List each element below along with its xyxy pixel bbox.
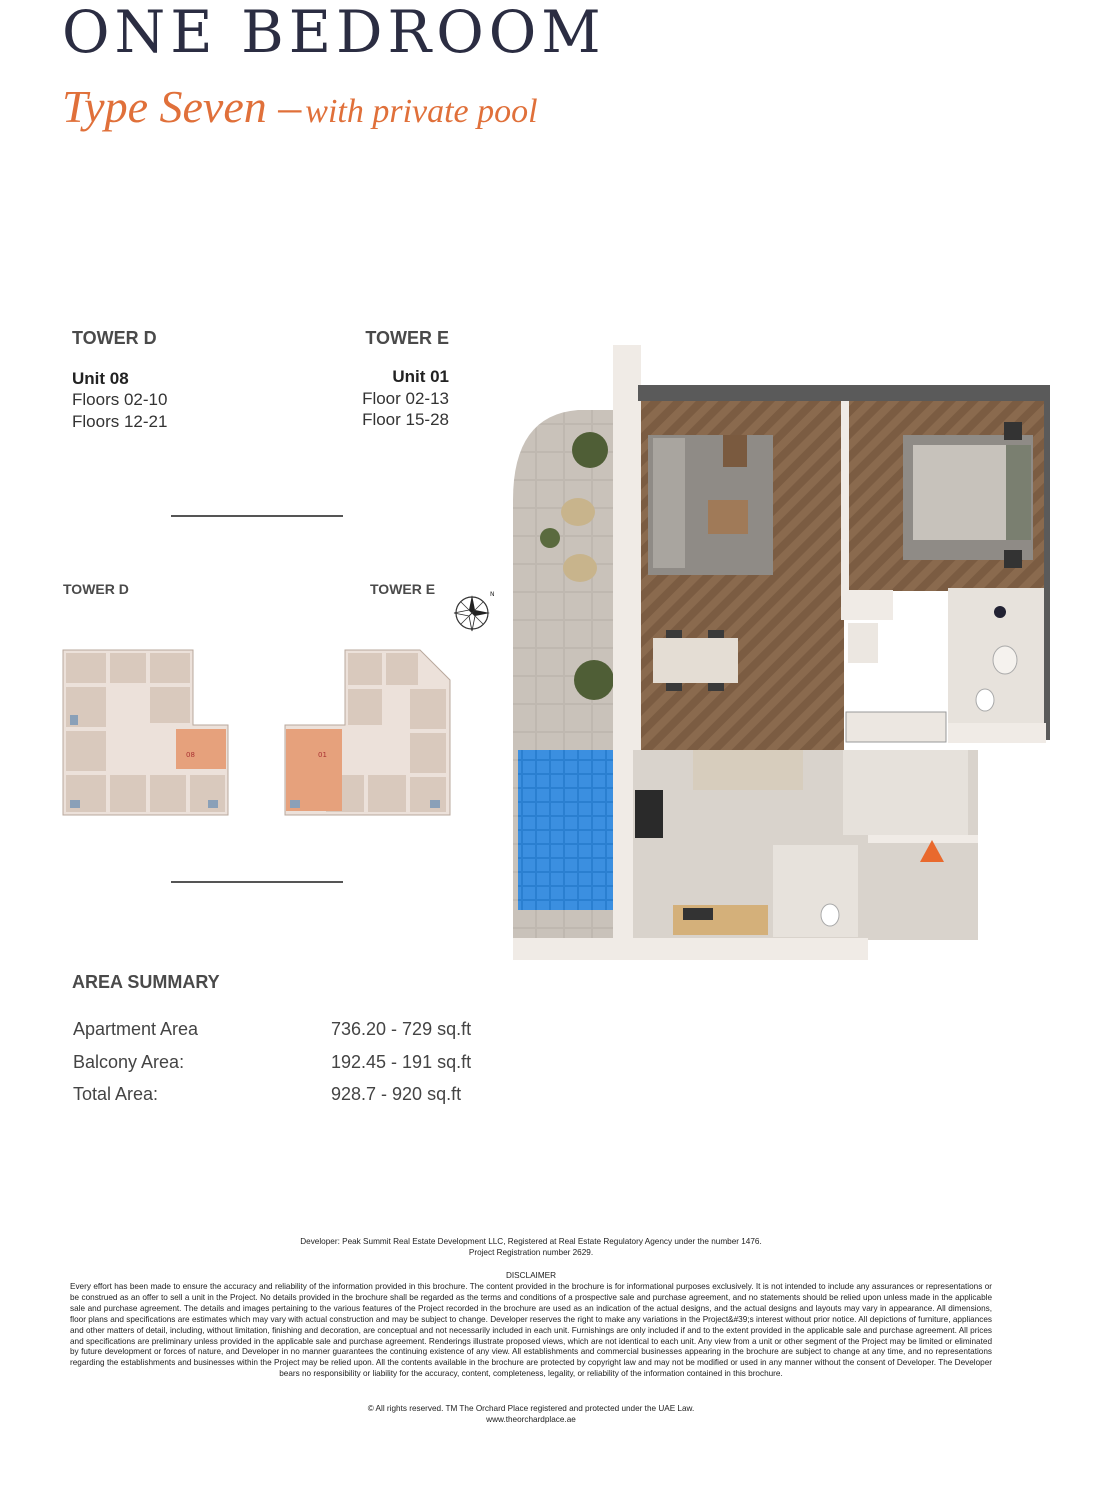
area-label-apartment: Apartment Area [73, 1019, 199, 1039]
private-pool [518, 750, 615, 910]
disclaimer-text: Every effort has been made to ensure the accuracy and reliability of the information provided in this brochure. The content provided in the brochure is for informational purposes exclusively. It is not intended to include any assurances or representations or be construed as an offer to sell a unit in the Project. No details provided in the brochure shall be regarded as the terms and conditions of a prospective sale and purchase agreement, and no statements should be relied upon unless made in the applicable sale and purchase agreement. The details and images pertaining to the various features of the Project recorded in the brochure are used as an indication of the actual designs, and the actual designs and layouts may vary in appearance. All dimensions, floor plans and specifications are estimates which may vary with actual construction and may be subject to change. Developer reserves the right to make any variations in the Project&#39;s interest without prior notice. All depictions of furniture, appliances and other matters of detail, including, without limitation, finishing and decoration, are conceptual and not necessarily included in each unit. Furnishings are only included if and to the extent provided in the applicable sale and purchase agreement. All prices and specifications are preliminary unless provided in the applicable sale and purchase agreement. Renderings illustrate proposed views, which are not identical to each unit. Any view from a unit or other segment of the Project may be limited or eliminated by future development or forces of nature, and Developer in no manner guarantees the continuing existence of any view. All establishments and commercial businesses appearing in the brochure are subject to change at any time, and no representations regarding the establishments and businesses within the Project may be relied upon. All the contents available in the brochure are protected by copyright law and may not be modified or used in any manner without the consent of Developer. The Developer bears no responsibility or liability for the accuracy, content, completeness, legality, or reliability of the information contained in this brochure. [70, 1282, 992, 1379]
keyplan-tower-e [280, 645, 455, 820]
tower-e-floors-1: Floor 02-13 [362, 389, 449, 408]
tower-e-heading: TOWER E [365, 328, 449, 348]
area-label-total: Total Area: [73, 1084, 159, 1104]
keyplan-tower-d-marker: 08 [186, 751, 195, 759]
website-line: www.theorchardplace.ae [486, 1414, 576, 1424]
area-value-apartment: 736.20 - 729 sq.ft [331, 1019, 472, 1039]
svg-text:N: N [490, 591, 495, 598]
area-summary-heading: AREA SUMMARY [72, 972, 220, 992]
keyplan-tower-d-label: TOWER D [63, 581, 129, 597]
area-value-balcony: 192.45 - 191 sq.ft [331, 1052, 472, 1072]
tower-d-floors-2: Floors 12-21 [72, 412, 168, 431]
keyplan-tower-e-label: TOWER E [370, 581, 436, 597]
divider-bottom [171, 881, 343, 883]
tower-e-unit: Unit 01 [392, 367, 449, 386]
rights-line: © All rights reserved. TM The Orchard Place registered and protected under the UAE Law. [367, 1404, 695, 1413]
keyplan-tower-e-marker: 01 [318, 751, 327, 759]
compass-icon [452, 590, 496, 634]
page-subtitle [62, 80, 538, 133]
floor-plan [508, 340, 1053, 970]
developer-line-2: Project Registration number 2629. [468, 1247, 594, 1257]
tower-e-floors-2: Floor 15-28 [362, 410, 449, 429]
tower-d-unit: Unit 08 [72, 369, 129, 388]
tower-d-heading: TOWER D [72, 328, 157, 348]
keyplan-tower-d [58, 645, 233, 820]
subtitle-main: Type Seven – [62, 81, 302, 132]
developer-info [70, 1237, 992, 1259]
divider-top [171, 515, 343, 517]
developer-line-1: Developer: Peak Summit Real Estate Development LLC, Registered at Real Estate Regulatory Agency under the number 1476. [300, 1237, 762, 1246]
subtitle-suffix: with private pool [305, 93, 538, 130]
tower-d-floors-1: Floors 02-10 [72, 390, 168, 409]
disclaimer-heading: DISCLAIMER [505, 1271, 557, 1280]
page-title: ONE BEDROOM [62, 0, 606, 66]
copyright [70, 1404, 992, 1426]
area-label-balcony: Balcony Area: [73, 1052, 185, 1072]
area-value-total: 928.7 - 920 sq.ft [331, 1084, 462, 1104]
